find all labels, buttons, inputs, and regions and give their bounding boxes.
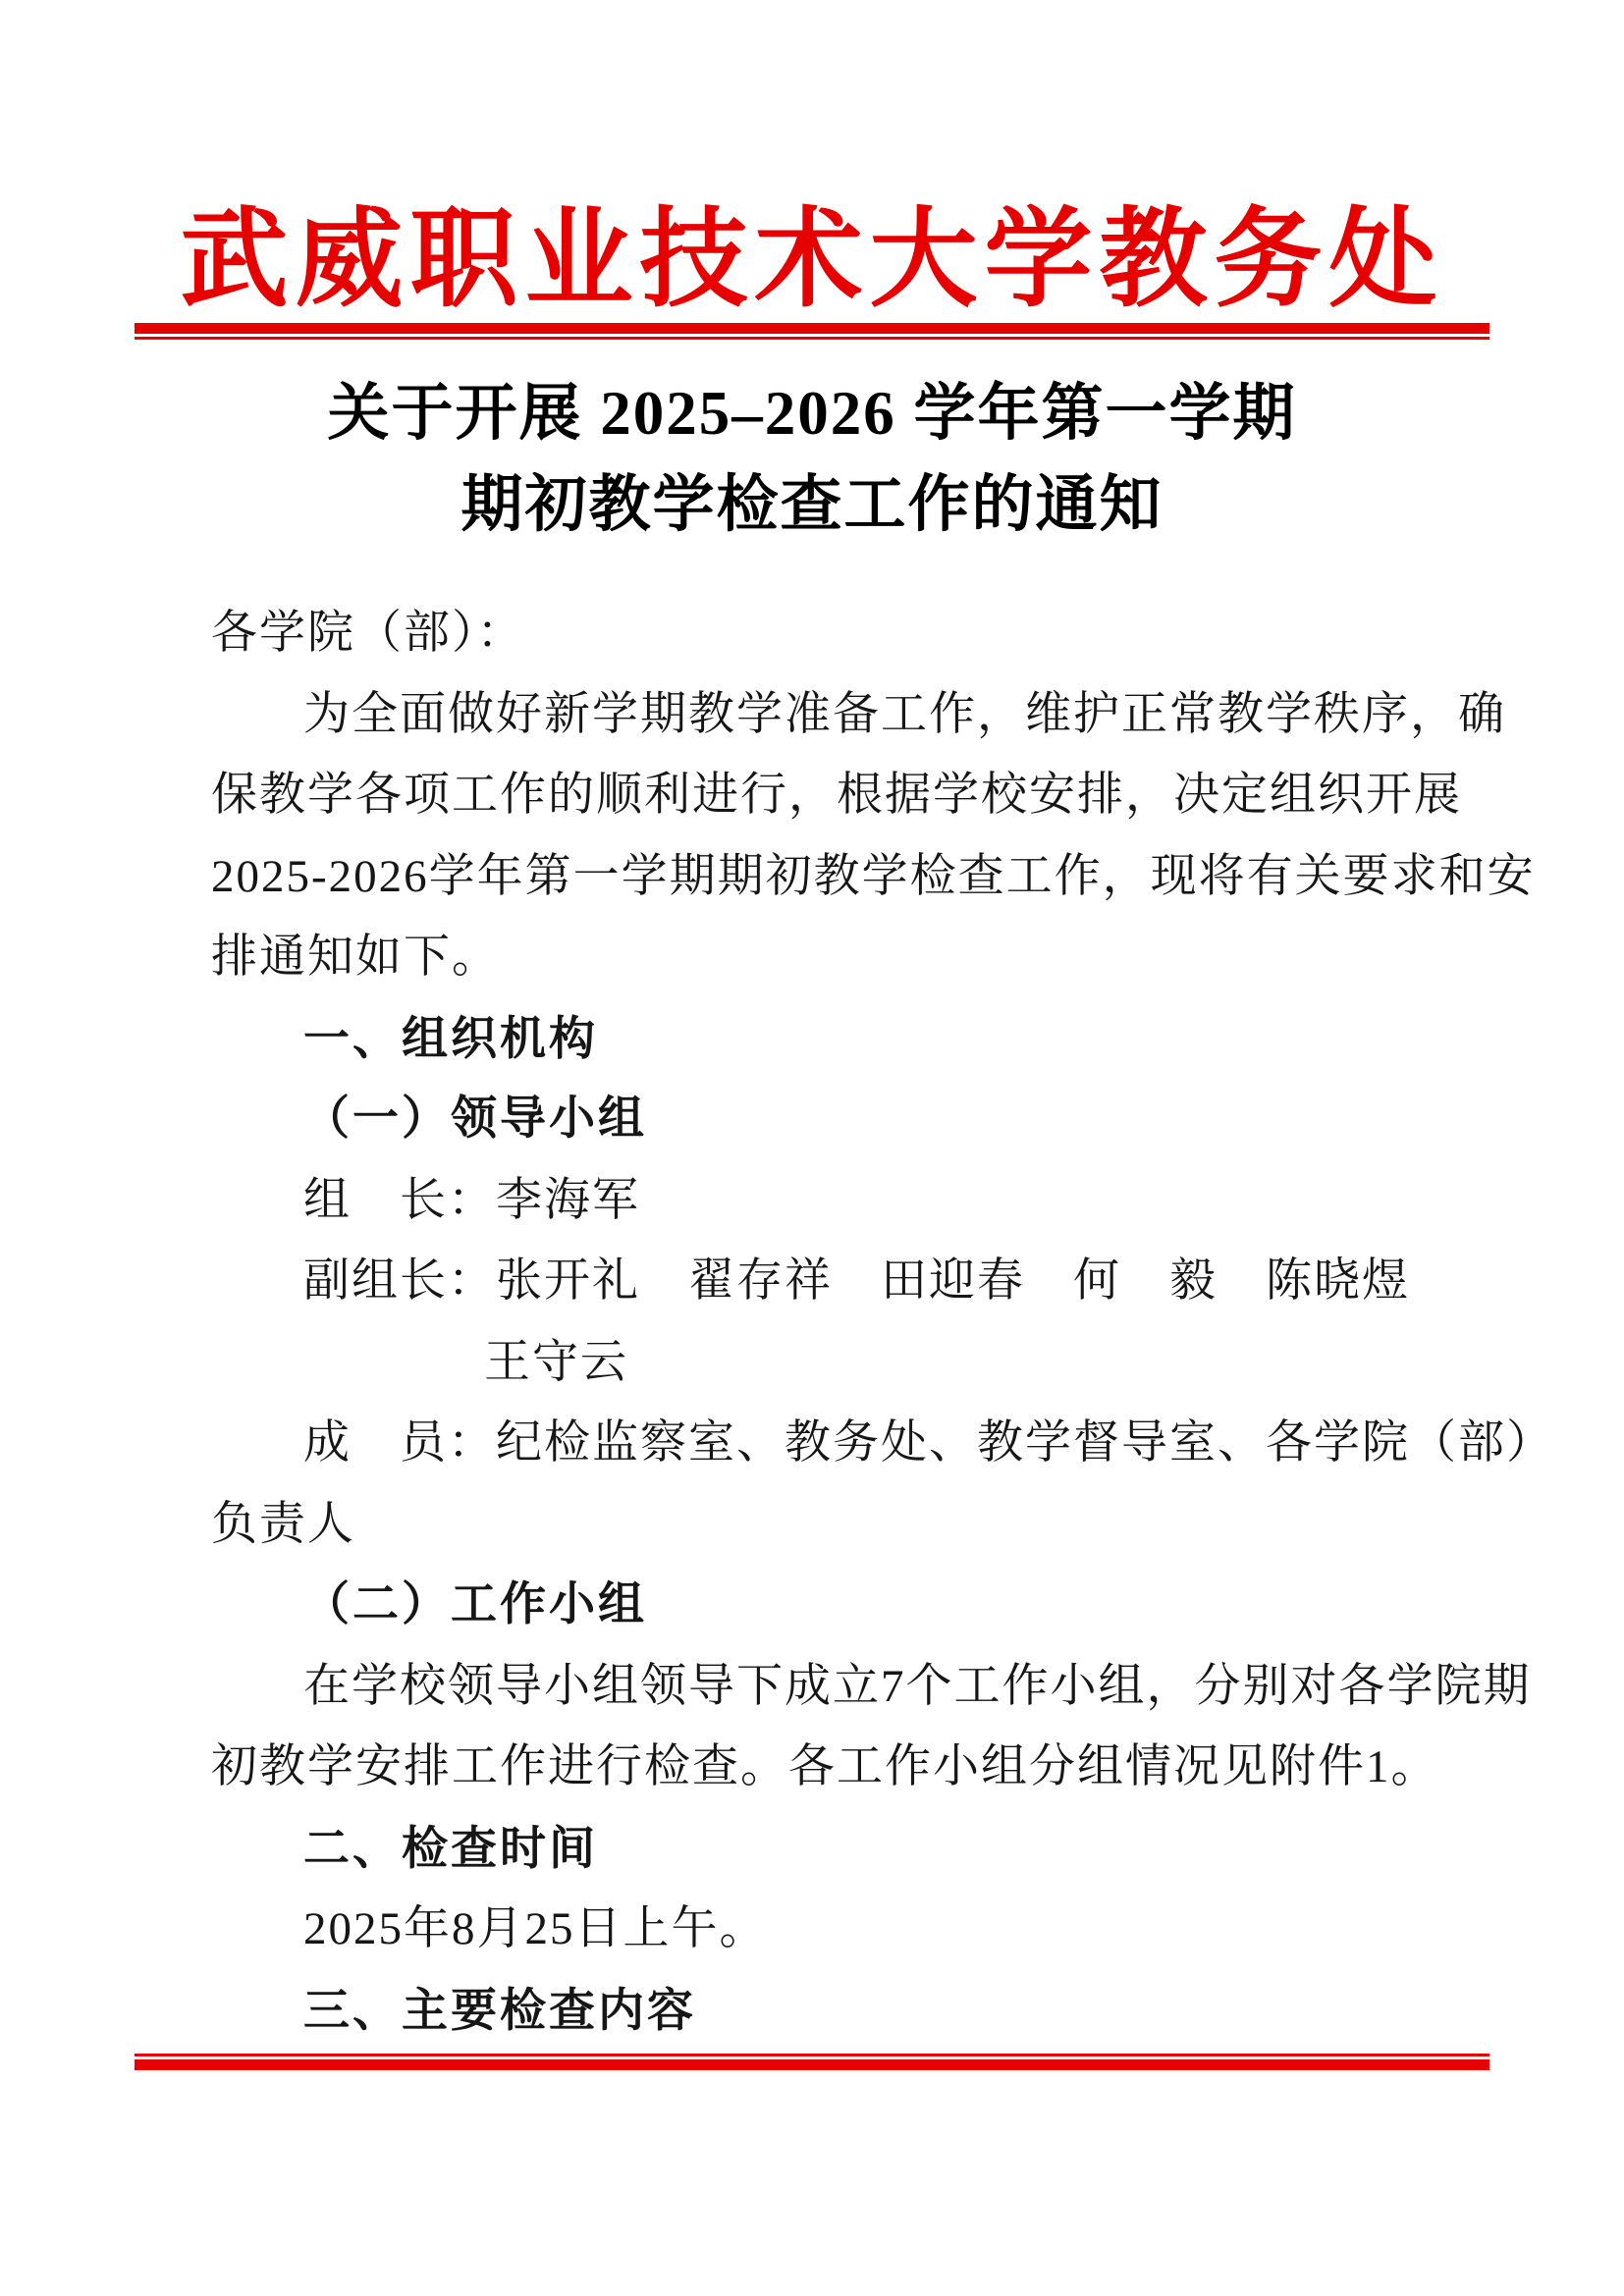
section-heading-1-organization: 一、组织机构 (303, 1011, 598, 1064)
members-continuation-line: 负责人 (211, 1498, 355, 1550)
salutation-line: 各学院（部）： (211, 608, 525, 659)
inspection-time-line: 2025年8月25日上午。 (303, 1903, 768, 1954)
intro-paragraph-line-1: 为全面做好新学期教学准备工作，维护正常教学秩序，确 (303, 688, 1506, 740)
document-title-line-1: 关于开展 2025–2026 学年第一学期 (327, 379, 1297, 448)
deputy-leaders-line: 副组长：张开礼 翟存祥 田迎春 何 毅 陈晓煜 (303, 1255, 1410, 1307)
masthead-title: 武威职业技术大学教务处 (180, 200, 1444, 320)
working-groups-paragraph-line-2: 初教学安排工作进行检查。各工作小组分组情况见附件1。 (211, 1741, 1439, 1792)
group-leader-line: 组 长：李海军 (303, 1174, 640, 1226)
section-heading-3-inspection-content: 三、主要检查内容 (303, 1983, 696, 2036)
document-title-line-2: 期初教学检查工作的通知 (460, 470, 1164, 539)
intro-paragraph-line-3: 2025-2026学年第一学期期初教学检查工作，现将有关要求和安 (211, 850, 1536, 902)
footer-separator-thin-line (135, 2054, 1489, 2056)
intro-paragraph-line-4: 排通知如下。 (211, 932, 500, 983)
section-heading-2-inspection-time: 二、检查时间 (303, 1821, 598, 1874)
deputy-leaders-continuation-line: 王守云 (484, 1336, 628, 1388)
document-title (0, 368, 1624, 551)
footer-separator (135, 2054, 1489, 2070)
header-separator-thick-line (135, 323, 1489, 334)
header-separator-thin-line (135, 337, 1489, 340)
members-line: 成 员：纪检监察室、教务处、教学督导室、各学院（部） (303, 1417, 1554, 1468)
document-body (211, 593, 1554, 2051)
subsection-heading-leading-group: （一）领导小组 (303, 1094, 647, 1145)
subsection-heading-working-groups: （二）工作小组 (303, 1579, 647, 1630)
working-groups-paragraph-line-1: 在学校领导小组领导下成立7个工作小组，分别对各学院期 (303, 1660, 1532, 1712)
footer-separator-thick-line (135, 2059, 1489, 2070)
header-separator (135, 323, 1489, 340)
intro-paragraph-line-2: 保教学各项工作的顺利进行，根据学校安排，决定组织开展 (211, 770, 1462, 821)
